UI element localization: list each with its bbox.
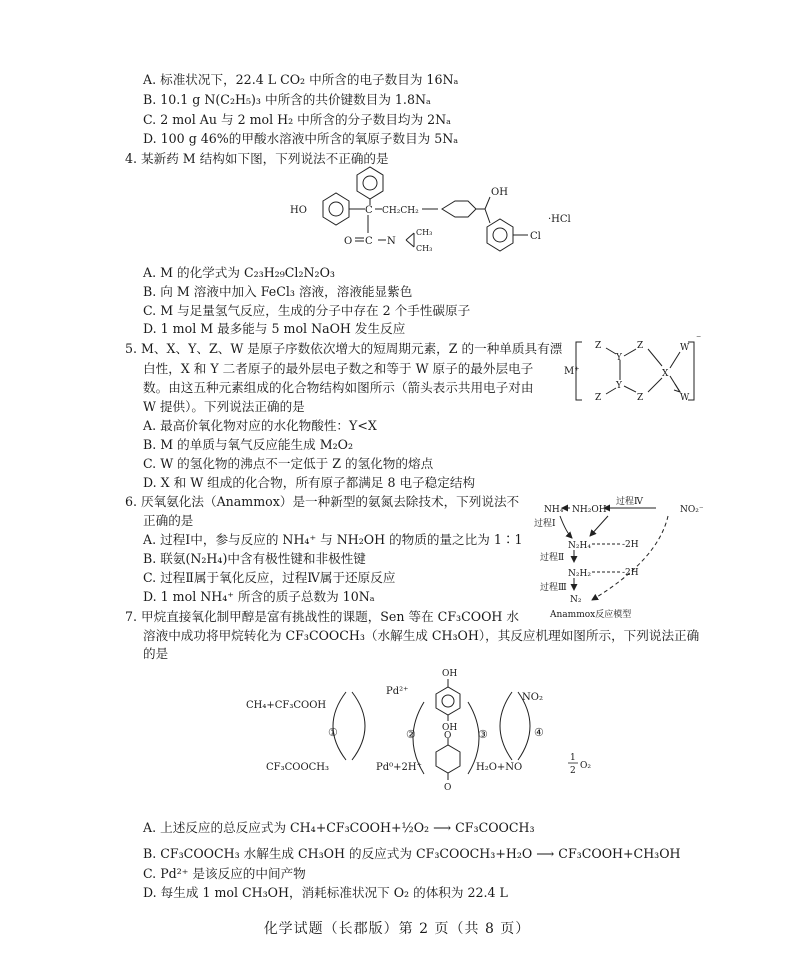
q5-label-w2: W [680,393,690,403]
q7-stem-line-1: 7. 甲烷直接氧化制甲醇是富有挑战性的课题，Sen 等在 CF₃COOH 水 [125,609,519,624]
q5-label-m: M⁺ [564,366,580,377]
q5-stem-line-3: 数。由这五种元素组成的化合物结构如图所示（箭头表示共用电子对由 [143,380,534,395]
q6-label-process2: 过程Ⅱ [540,553,565,563]
q5-label-charge: ⁻ [696,336,702,345]
q5-stem-line-1: 5. M、X、Y、Z、W 是原子序数依次增大的短周期元素，Z 的一种单质具有漂 [125,341,563,356]
q7-stem-line-3: 的是 [143,646,169,661]
q6-stem-line-1: 6. 厌氧氨化法（Anammox）是一种新型的氨氮去除技术，下列说法不 [125,494,520,509]
q6-stem-line-2: 正确的是 [143,513,194,528]
q6-label-no2: NO₂⁻ [680,505,704,515]
q5-label-y2: Y [616,381,622,391]
q4-structure-diagram [280,165,600,263]
q7-label-step1: ① [328,726,338,739]
q4-label-oh: OH [491,187,508,198]
q7-label-no2: NO₂ [522,692,543,703]
q5-label-z1: Z [595,341,602,351]
q5-label-w1: W [680,343,690,353]
q7-label-step3: ③ [478,728,488,741]
q5-stem-line-2: 白性，X 和 Y 二者原子的最外层电子数之和等于 W 原子的最外层电子 [143,361,534,376]
q4-label-c-carbonyl: C [365,236,373,247]
q5-option-a: A. 最高价氧化物对应的水化物酸性：Y<X [143,418,377,433]
q6-label-nh4: NH₄⁺ [544,505,569,515]
q7-label-oh-bottom: OH [442,723,458,733]
q5-label-z2: Z [637,341,644,351]
q5-label-z3: Z [595,393,602,403]
q6-label-process4: 过程Ⅳ [616,497,643,507]
q7-label-o-top: O [444,731,452,741]
q6-label-minus2h-a: -2H [622,540,639,550]
q6-option-a: A. 过程Ⅰ中，参与反应的 NH₄⁺ 与 NH₂OH 的物质的量之比为 1∶1 [143,532,523,547]
q4-label-ch3-b: CH₃ [416,244,433,253]
q4-label-o: O [344,236,353,247]
q6-label-n2h2: N₂H₂ [568,569,591,579]
q5-stem-line-4: W 提供）。下列说法正确的是 [143,399,305,414]
q4-label-n: N [387,236,396,247]
q7-label-pd2: Pd²⁺ [386,686,409,697]
q6-option-d: D. 1 mol NH₄⁺ 所含的质子总数为 10Nₐ [143,589,375,604]
q5-structure-diagram [562,336,712,410]
q5-label-x: X [662,369,669,379]
q7-label-h2o-no: H₂O+NO [476,762,523,773]
q7-option-c: C. Pd²⁺ 是该反应的中间产物 [143,866,306,881]
q7-option-b: B. CF₃COOCH₃ 水解生成 CH₃OH 的反应式为 CF₃COOCH₃+H₂O ⟶ CF₃COOH+CH₃OH [143,846,681,861]
q4-label-ch3-a: CH₃ [416,228,433,237]
q4-option-c: C. M 与足量氢气反应，生成的分子中存在 2 个手性碳原子 [143,303,471,318]
q7-label-half-den: 2 [570,766,576,776]
q7-stem-line-2: 溶液中成功将甲烷转化为 CF₃COOCH₃（水解生成 CH₃OH），其反应机理如图所示，下列说法正确 [143,628,700,643]
q7-label-half-num: 1 [570,753,576,763]
q4-option-a: A. M 的化学式为 C₂₃H₂₉Cl₂N₂O₃ [143,265,335,280]
q3-option-d: D. 100 g 46%的甲酸水溶液中所含的氧原子数目为 5Nₐ [143,131,459,146]
q7-label-reactants: CH₄+CF₃COOH [246,700,327,711]
q7-option-d: D. 每生成 1 mol CH₃OH，消耗标准状况下 O₂ 的体积为 22.4 L [143,885,508,900]
q4-label-cl: Cl [530,231,541,242]
q7-label-oh-top: OH [442,669,458,679]
q7-option-a: A. 上述反应的总反应式为 CH₄+CF₃COOH+½O₂ ⟶ CF₃COOCH₃ [143,820,535,835]
q4-option-b: B. 向 M 溶液中加入 FeCl₃ 溶液，溶液能显紫色 [143,284,413,299]
q7-label-o2: O₂ [580,761,591,771]
q5-option-b: B. M 的单质与氧气反应能生成 M₂O₂ [143,437,354,452]
q6-anammox-diagram [530,490,730,622]
q6-label-nh2oh: NH₂OH [572,505,607,515]
q3-option-b: B. 10.1 g N(C₂H₅)₃ 中所含的共价键数目为 1.8Nₐ [143,92,431,107]
q4-stem: 4. 某新药 M 结构如下图，下列说法不正确的是 [125,151,389,166]
q5-option-c: C. W 的氢化物的沸点不一定低于 Z 的氢化物的熔点 [143,456,434,471]
q7-label-step2: ② [406,728,416,741]
q7-mechanism-diagram [240,664,600,814]
q7-label-product: CF₃COOCH₃ [266,762,330,773]
q6-caption: Anammox反应模型 [550,610,632,620]
q6-label-n2: N₂ [570,595,582,605]
page-footer: 化学试题（长郡版）第 2 页（共 8 页） [263,921,531,937]
q7-label-o-bottom: O [444,783,452,793]
q6-label-n2h4: N₂H₄ [568,541,591,551]
q6-label-process1: 过程Ⅰ [534,519,556,529]
q6-label-minus2h-b: -2H [622,568,639,578]
q3-option-c: C. 2 mol Au 与 2 mol H₂ 中所含的分子数目均为 2Nₐ [143,112,452,127]
q5-option-d: D. X 和 W 组成的化合物，所有原子都满足 8 电子稳定结构 [143,475,476,490]
q4-label-ho: HO [290,205,307,216]
q6-label-process3: 过程Ⅲ [540,583,567,593]
q4-label-c-center: C [365,205,373,216]
q6-option-c: C. 过程Ⅱ属于氧化反应，过程Ⅳ属于还原反应 [143,570,396,585]
q7-label-step4: ④ [534,726,544,739]
q6-option-b: B. 联氨(N₂H₄)中含有极性键和非极性键 [143,551,366,566]
q7-label-pd0: Pd⁰+2H⁺ [376,762,422,773]
q5-label-y1: Y [616,353,622,363]
q4-option-d: D. 1 mol M 最多能与 5 mol NaOH 发生反应 [143,321,406,336]
q5-label-z4: Z [637,393,644,403]
q3-option-a: A. 标准状况下，22.4 L CO₂ 中所含的电子数目为 16Nₐ [143,72,459,87]
q4-label-hcl: ·HCl [548,214,571,225]
q4-label-ch2ch2: CH₂CH₂ [382,206,419,216]
